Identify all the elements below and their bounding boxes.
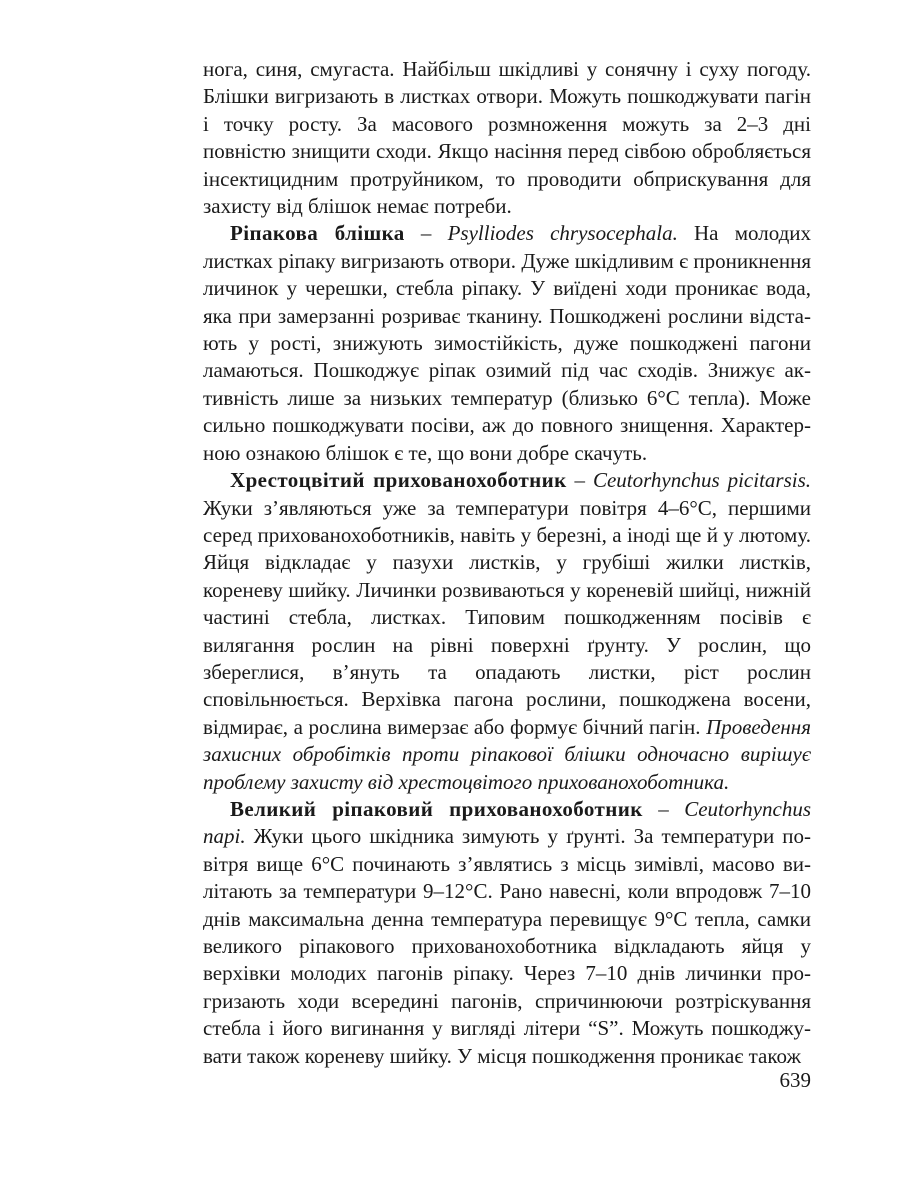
italic-recommendation: Проведення захисних обробітків проти ріпакової блішки одночасно вирішує проблему захисту від хрестоцвітого прихованохоботника.	[203, 714, 811, 794]
paragraph-intro-continued	[203, 56, 811, 220]
paragraph-body: Жуки з’являються уже за температури повітря 4–6°С, першими серед прихованохоботників, навіть у березні, а іноді ще й у лютому. Яйця відкладає у пазухи листків, у грубіші жилки листків, кореневу шийку. Личинки розвиваються у кореневій шийці, нижній частині стебла, листках. Типовим пошкодженням посівів є вилягання рослин на рівні поверхні ґрунту. У рослин, що збереглися, в’януть та опадають листки, ріст рослин сповільнюється. Верхівка пагона рослини, пошкоджена восени, відмирає, а рослина вимерзає або формує бічний пагін.	[203, 495, 811, 739]
paragraph-velykyi	[203, 796, 811, 1070]
page-number: 639	[779, 1068, 811, 1092]
paragraph-ripakova-blishka	[203, 220, 811, 467]
paragraph-body: На молодих листках ріпаку вигризають отвори. Дуже шкідливим є проникнення личинок у черешки, стебла ріпаку. У виїдені ходи проникає вода, яка при замерзанні розриває тканину. Пошкоджені рослини відстають у рості, знижують зимостійкість, дуже пошкоджені пагони ламаються. Пошкоджує ріпак озимий під час сходів. Знижує активність лише за низьких температур (близько 6°С тепла). Може сильно пошкоджувати посіви, аж до повного знищення. Характерною ознакою блішок є те, що вони добре скачуть.	[203, 221, 812, 465]
dash: –	[642, 796, 685, 821]
latin-name: Ceutorhynchus napi.	[203, 796, 811, 849]
dash: –	[404, 221, 448, 246]
paragraph-body: Жуки цього шкідника зимують у ґрунті. За температури повітря вище 6°С починають з’являтись з місць зимівлі, масово вилітають за температури 9–12°С. Рано навесні, коли впродовж 7–10 днів максимальна денна температура перевищує 9°С тепла, самки великого ріпакового прихованохоботника відкладають яйця у верхівки молодих пагонів ріпаку. Через 7–10 днів личинки прогризають ходи всередині пагонів, спричинюючи розтріскування стебла і його вигинання у вигляді літери “S”. Можуть пошкоджувати також кореневу шийку. У місця пошкодження проникає також	[203, 824, 811, 1068]
text-block	[203, 56, 811, 1070]
latin-name: Psylliodes chrysocephala.	[447, 221, 678, 246]
paragraph-body: нога, синя, смугаста. Найбільш шкідливі у сонячну і суху погоду. Блішки вигризають в листках отвори. Можуть пошкоджувати пагін і точку росту. За масового розмноження можуть за 2–3 дні повністю знищити сходи. Якщо насіння перед сівбою обробляється інсектицидним протруйником, то проводити обприскування для захисту від блішок немає потреби.	[203, 57, 811, 219]
paragraph-khrestotsvitiy	[203, 467, 811, 796]
dash: –	[566, 468, 593, 493]
latin-name: Ceutorhynchus picitarsis.	[592, 468, 812, 493]
pest-name-heading: Великий ріпаковий прихованохоботник	[230, 796, 643, 821]
pest-name-heading: Ріпакова блішка	[230, 221, 405, 246]
pest-name-heading: Хрестоцвітий прихованохоботник	[230, 468, 567, 493]
